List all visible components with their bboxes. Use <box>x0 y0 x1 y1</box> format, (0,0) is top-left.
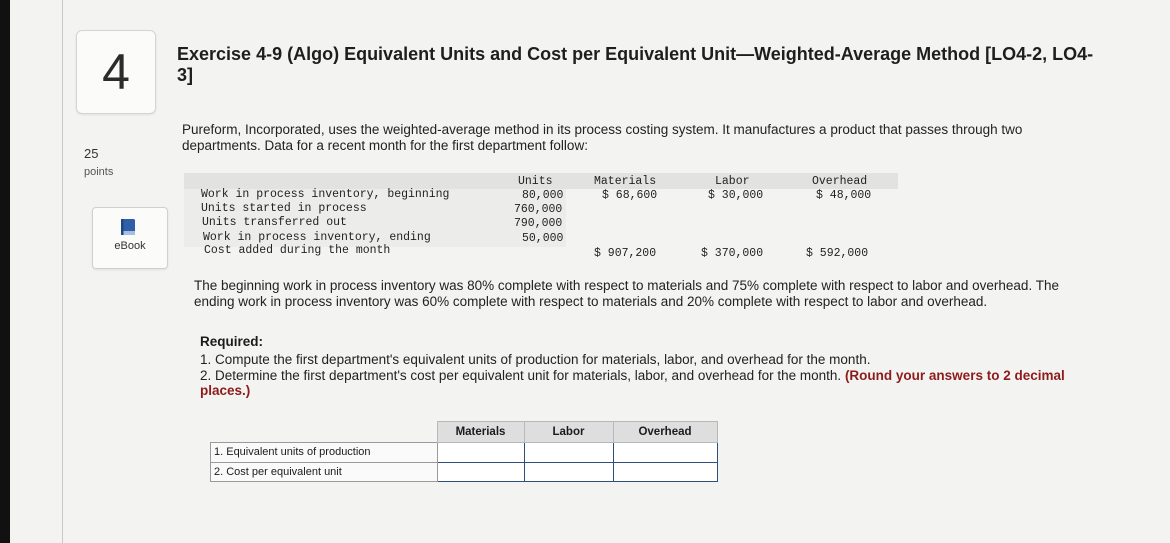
overhead-equivalent-units-input[interactable] <box>613 443 717 463</box>
materials-cost-per-unit-field[interactable] <box>438 463 524 481</box>
completion-paragraph: The beginning work in process inventory was 80% complete with respect to materials and 75% complete with respect to labor and overhead. The ending work in process inventory was 60% complete with respect to materials and 20% complete with respect to labor and overhead. <box>194 278 1059 309</box>
required-item-2-text: 2. Determine the first department's cost per equivalent unit for materials, labor, and overhead for the month. <box>200 368 842 383</box>
data-header-labor: Labor <box>715 175 750 188</box>
materials-equivalent-units-field[interactable] <box>438 443 524 461</box>
intro-text: Pureform, Incorporated, uses the weighted-average method in its process costing system. It manufactures a product that passes through two departments. Data for a recent month for the first department follow: <box>182 122 1023 153</box>
answer-row-label-equivalent-units: 1. Equivalent units of production <box>211 443 438 463</box>
materials-equivalent-units-input[interactable] <box>437 443 524 463</box>
left-rail-divider <box>62 0 63 543</box>
data-labor-value: $ 370,000 <box>701 247 764 260</box>
question-number: 4 <box>102 44 130 100</box>
data-header-units: Units <box>518 175 553 188</box>
required-heading: Required: <box>200 334 264 349</box>
answer-table <box>210 421 718 482</box>
labor-cost-per-unit-input[interactable] <box>524 462 613 482</box>
materials-cost-per-unit-input[interactable] <box>437 462 524 482</box>
data-row-label: Units started in process <box>201 202 367 215</box>
data-header-overhead: Overhead <box>812 175 868 188</box>
labor-cost-per-unit-field[interactable] <box>525 463 613 481</box>
answer-header-blank <box>211 422 438 443</box>
data-row-label: Units transferred out <box>202 216 347 229</box>
data-units-value: 790,000 <box>514 217 563 230</box>
answer-header-materials: Materials <box>437 422 524 443</box>
book-icon <box>119 218 137 236</box>
overhead-equivalent-units-field[interactable] <box>614 443 717 461</box>
required-item-1: 1. Compute the first department's equivalent units of production for materials, labor, and overhead for the month. <box>200 352 871 367</box>
labor-equivalent-units-field[interactable] <box>525 443 613 461</box>
overhead-cost-per-unit-input[interactable] <box>613 462 717 482</box>
ebook-label: eBook <box>114 240 146 252</box>
labor-equivalent-units-input[interactable] <box>524 443 613 463</box>
data-units-value: 50,000 <box>522 232 564 245</box>
required-item-2 <box>200 368 1090 398</box>
ebook-button[interactable] <box>92 207 168 269</box>
data-materials-value: $ 907,200 <box>594 247 657 260</box>
points-label: points <box>84 166 114 178</box>
overhead-cost-per-unit-field[interactable] <box>614 463 717 481</box>
data-units-value: 760,000 <box>514 203 563 216</box>
data-row-label: Work in process inventory, beginning <box>201 188 450 201</box>
exercise-title: Exercise 4-9 (Algo) Equivalent Units and Cost per Equivalent Unit—Weighted-Average Method [LO4-2, LO4-3] <box>177 44 1094 85</box>
answer-row-label-cost-per-unit: 2. Cost per equivalent unit <box>211 462 438 482</box>
data-labor-value: $ 30,000 <box>708 189 764 202</box>
rounding-note: (Round your answers to 2 decimal places.) <box>200 368 1065 398</box>
window-edge <box>0 0 10 543</box>
points-value: 25 <box>84 146 99 161</box>
answer-header-labor: Labor <box>524 422 613 443</box>
data-materials-value: $ 68,600 <box>602 189 658 202</box>
data-row-label: Cost added during the month <box>204 244 391 257</box>
question-number-box <box>76 30 156 114</box>
data-row-label: Work in process inventory, ending <box>203 231 431 244</box>
data-units-value: 80,000 <box>522 189 564 202</box>
data-header-materials: Materials <box>594 175 657 188</box>
answer-header-overhead: Overhead <box>613 422 717 443</box>
data-overhead-value: $ 48,000 <box>816 189 872 202</box>
data-overhead-value: $ 592,000 <box>806 247 869 260</box>
